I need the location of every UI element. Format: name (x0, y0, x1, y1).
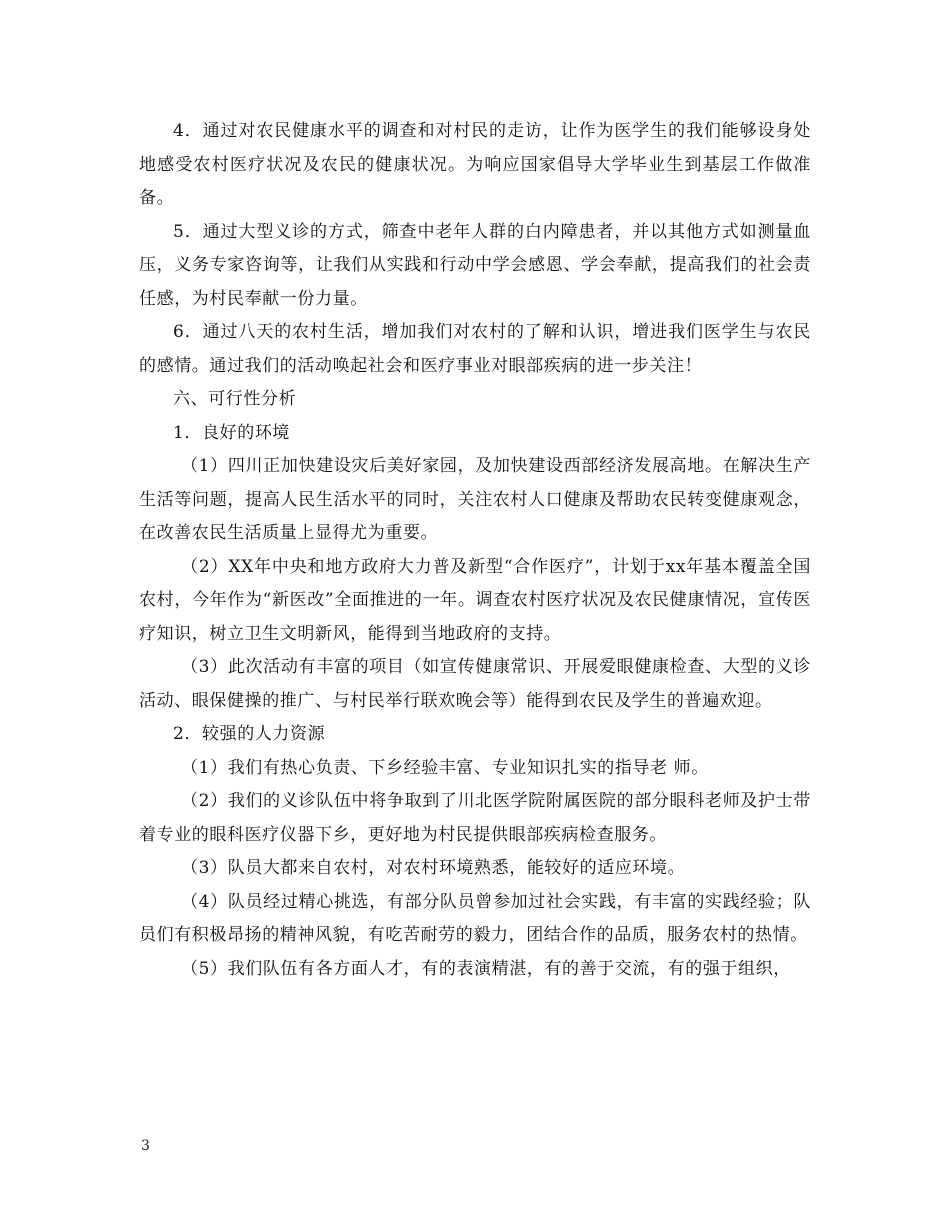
section-heading-feasibility: 六、可行性分析 (173, 389, 297, 409)
page-number: 3 (141, 1138, 150, 1154)
paragraph-environment-1: （1）四川正加快建设灾后美好家园，及加快建设西部经济发展高地。在解决生产生活等问题，提高人民生活水平的同时，关注农村人口健康及帮助农民转变健康观念，在改善农民生活质量上显得尤为重要。 (139, 456, 811, 543)
paragraph-human-resources-4: （4）队员经过精心挑选，有部分队员曾参加过社会实践，有丰富的实践经验；队员们有积极昂扬的精神风貌，有吃苦耐劳的毅力，团结合作的品质，服务农村的热情。 (139, 891, 811, 945)
paragraph-environment-2: （2）XX年中央和地方政府大力普及新型“合作医疗”，计划于xx年基本覆盖全国农村，今年作为“新医改”全面推进的一年。调查农村医疗状况及农民健康情况，宣传医疗知识，树立卫生文明新风，能得到当地政府的支持。 (139, 556, 811, 644)
paragraph-objective-6: 6．通过八天的农村生活，增加我们对农村的了解和认识，增进我们医学生与农民的感情。通过我们的活动唤起社会和医疗事业对眼部疾病的进一步关注！ (139, 322, 811, 376)
document-body (139, 115, 811, 986)
paragraph-human-resources-5: （5）我们队伍有各方面人才，有的表演精湛，有的善于交流，有的强于组织， (181, 958, 791, 979)
paragraph-human-resources-3: （3）队员大都来自农村，对农村环境熟悉，能较好的适应环境。 (181, 858, 686, 878)
subheading-human-resources: 2．较强的人力资源 (173, 724, 326, 744)
subheading-environment: 1．良好的环境 (173, 422, 291, 443)
paragraph-environment-3: （3）此次活动有丰富的项目（如宣传健康常识、开展爱眼健康检查、大型的义诊活动、眼保健操的推广、与村民举行联欢晚会等）能得到农民及学生的普遍欢迎。 (139, 657, 811, 711)
paragraph-objective-5: 5．通过大型义诊的方式，筛查中老年人群的白内障患者，并以其他方式如测量血压，义务专家咨询等，让我们从实践和行动中学会感恩、学会奉献，提高我们的社会责任感，为村民奉献一份力量。 (139, 221, 811, 309)
paragraph-objective-4: 4．通过对农民健康水平的调查和对村民的走访，让作为医学生的我们能够设身处地感受农村医疗状况及农民的健康状况。为响应国家倡导大学毕业生到基层工作做准备。 (139, 121, 811, 208)
paragraph-human-resources-1: （1）我们有热心负责、下乡经验丰富、专业知识扎实的指导老 师。 (181, 757, 709, 778)
paragraph-human-resources-2: （2）我们的义诊队伍中将争取到了川北医学院附属医院的部分眼科老师及护士带着专业的眼科医疗仪器下乡，更好地为村民提供眼部疾病检查服务。 (139, 791, 811, 845)
